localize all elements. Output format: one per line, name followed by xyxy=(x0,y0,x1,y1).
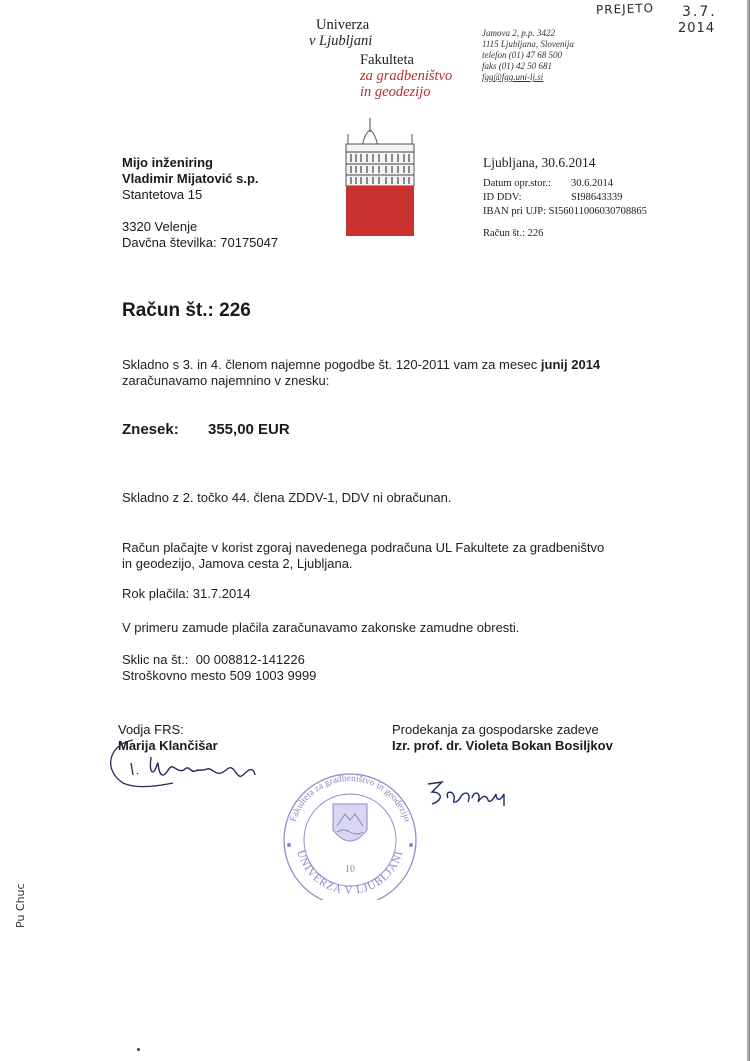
handwritten-signature-right xyxy=(420,776,540,816)
amount-label: Znesek: xyxy=(122,421,179,438)
late-payment-note: V primeru zamude plačila zaračunavamo zakonske zamudne obresti. xyxy=(122,620,520,635)
coat-of-arms-icon xyxy=(333,804,367,841)
stamp-top-text: Fakulteta za gradbeništvo in geodezijo xyxy=(288,773,412,824)
contact-block xyxy=(482,28,574,83)
due-date: Rok plačila: 31.7.2014 xyxy=(122,586,251,601)
scan-speck xyxy=(137,1048,140,1051)
intro-period: junij 2014 xyxy=(540,357,601,372)
signer-role: Prodekanja za gospodarske zadeve xyxy=(392,722,599,737)
contact-address: Jamova 2, p.p. 3422 xyxy=(482,28,555,38)
contact-fax: faks (01) 42 50 681 xyxy=(482,61,552,71)
recipient-street: Stantetova 15 xyxy=(122,187,203,202)
handwritten-side-note: Pu Chuc xyxy=(14,883,27,928)
contact-email[interactable]: fgg@fgg.uni-lj.si xyxy=(482,72,544,82)
signer-name: Izr. prof. dr. Violeta Bokan Bosiljkov xyxy=(392,738,613,753)
recipient-company: Mijo inženiring xyxy=(122,155,213,170)
recipient-tax-number: Davčna številka: 70175047 xyxy=(122,235,279,250)
meta-row-vat-id xyxy=(483,191,647,205)
faculty-line-3: in geodezijo xyxy=(360,84,431,100)
signature-block-right xyxy=(392,722,613,754)
meta-label: Datum opr.stor.: xyxy=(483,178,551,189)
payment-line-2: in geodezijo, Jamova cesta 2, Ljubljana. xyxy=(122,556,353,571)
meta-iban: IBAN pri UJP: SI56011006030708865 xyxy=(483,206,647,217)
recipient-owner: Vladimir Mijatović s.p. xyxy=(122,171,259,186)
stamp-bottom-text: UNIVERZA V LJUBLJANI xyxy=(294,848,406,897)
official-stamp xyxy=(265,770,435,900)
intro-text: Skladno s 3. in 4. členom najemne pogodbe št. 120-2011 vam za mesec xyxy=(122,357,541,372)
meta-invoice-number: Račun št.: 226 xyxy=(483,228,544,239)
handwritten-date-line-2: 2014 xyxy=(678,21,716,36)
meta-label: ID DDV: xyxy=(483,192,522,203)
payment-instructions xyxy=(122,540,604,572)
signer-role: Vodja FRS: xyxy=(118,722,184,737)
university-logo xyxy=(340,118,420,236)
university-name xyxy=(309,17,373,49)
handwritten-date-line-1: 3.7. xyxy=(682,4,717,20)
stamp-number: 10 xyxy=(345,864,355,875)
vat-note: Skladno z 2. točko 44. člena ZDDV-1, DDV ni obračunan. xyxy=(122,490,452,505)
meta-row-service-date xyxy=(483,177,647,191)
intro-line-1 xyxy=(122,357,600,373)
cost-center: Stroškovno mesto 509 1003 9999 xyxy=(122,668,317,683)
handwritten-received-note: PREJETO xyxy=(595,0,655,18)
invoice-intro xyxy=(122,357,600,389)
faculty-line-1: Fakulteta xyxy=(360,52,414,68)
place-date: Ljubljana, 30.6.2014 xyxy=(483,155,596,170)
reference-number: Sklic na št.: 00 008812-141226 xyxy=(122,652,305,667)
handwritten-signature-left xyxy=(103,735,283,795)
invoice-meta xyxy=(483,155,647,239)
faculty-line-2: za gradbeništvo xyxy=(360,68,453,84)
meta-value: SI98643339 xyxy=(571,192,623,203)
recipient-city: 3320 Velenje xyxy=(122,219,198,234)
meta-value: 30.6.2014 xyxy=(571,178,613,189)
signer-name: Marija Klančišar xyxy=(118,738,218,753)
invoice-title: Račun št.: 226 xyxy=(122,300,251,321)
contact-city: 1115 Ljubljana, Slovenija xyxy=(482,39,574,49)
university-line-1: Univerza xyxy=(316,17,370,33)
faculty-name xyxy=(360,52,452,100)
university-line-2: v Ljubljani xyxy=(309,33,373,49)
payment-reference xyxy=(122,652,316,684)
contact-phone: telefon (01) 47 68 500 xyxy=(482,50,562,60)
intro-line-2: zaračunavamo najemnino v znesku: xyxy=(122,373,330,388)
amount-value: 355,00 EUR xyxy=(208,421,290,438)
recipient-address xyxy=(122,155,278,251)
payment-line-1: Račun plačajte v korist zgoraj navedenega podračuna UL Fakultete za gradbeništvo xyxy=(122,540,605,555)
